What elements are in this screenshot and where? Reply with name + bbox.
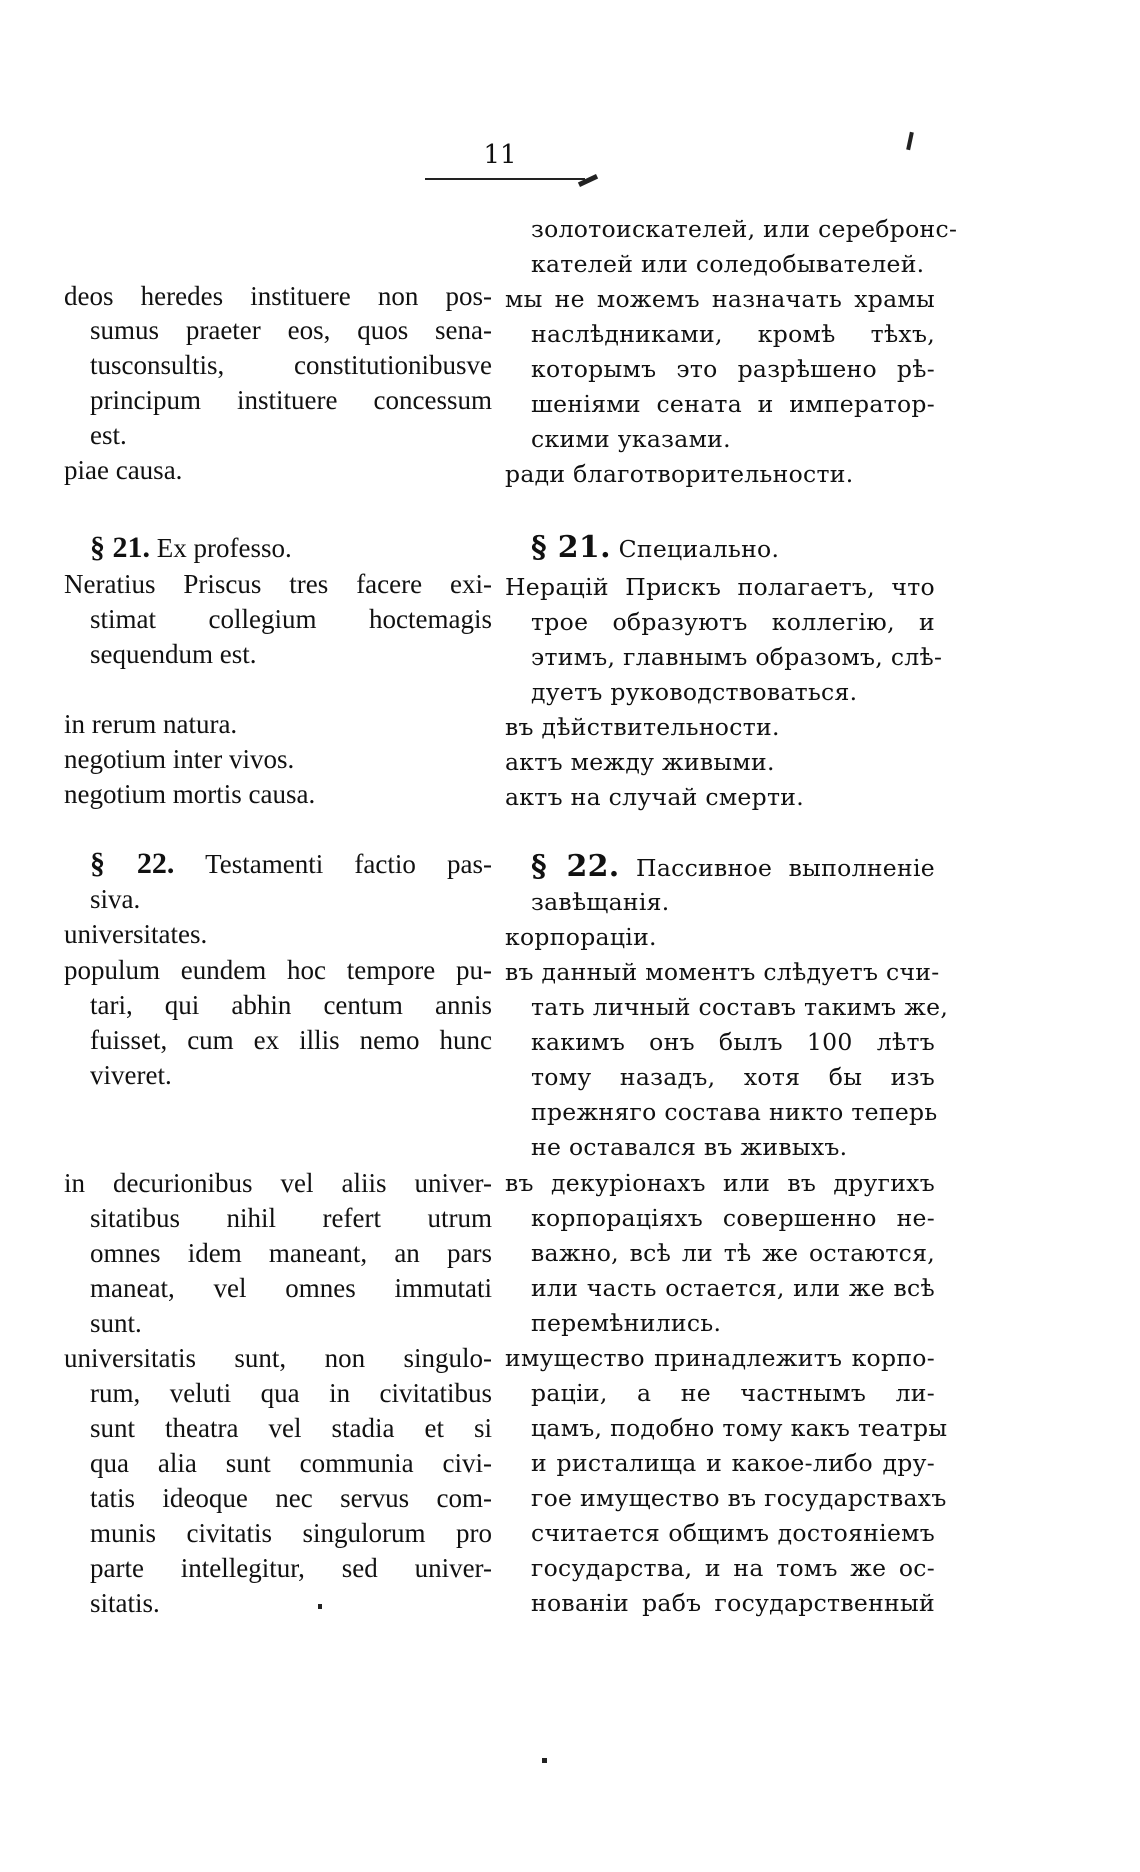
latin-line: negotium inter vivos. <box>64 744 295 774</box>
russian-line: и ристалища и какое-либо дру- <box>531 1449 935 1477</box>
russian-line: корпораціи. <box>505 923 657 951</box>
section-22-heading-latin <box>64 847 492 881</box>
print-speck <box>906 132 914 150</box>
latin-line: universitatis sunt, non singulo- <box>64 1343 492 1373</box>
russian-line: перемѣнились. <box>531 1309 722 1337</box>
section-title: Пассивное выполненіе <box>636 854 935 882</box>
russian-line: цамъ, подобно тому какъ театры <box>531 1414 948 1442</box>
russian-line: этимъ, главнымъ образомъ, слѣ- <box>531 643 943 671</box>
latin-line: maneat, vel omnes immutati <box>90 1273 492 1303</box>
russian-line: наслѣдниками, кромѣ тѣхъ, <box>531 320 935 348</box>
latin-line: sumus praeter eos, quos sena- <box>90 315 492 345</box>
russian-line: завѣщанія. <box>531 888 670 916</box>
latin-line: in decurionibus vel aliis univer- <box>64 1168 492 1198</box>
russian-line: считается общимъ достояніемъ <box>531 1519 935 1547</box>
page-number: 11 <box>483 140 517 170</box>
russian-line: актъ между живыми. <box>505 748 775 776</box>
latin-line: parte intellegitur, sed univer- <box>90 1553 492 1583</box>
latin-line: populum eundem hoc tempore pu- <box>64 955 492 985</box>
section-title: Ex professo. <box>156 533 292 563</box>
russian-line: государства, и на томъ же ос- <box>531 1554 935 1582</box>
latin-line: fuisset, cum ex illis nemo hunc <box>90 1025 492 1055</box>
russian-line: нованіи рабъ государственный <box>531 1589 935 1617</box>
russian-line: въ декуріонахъ или въ другихъ <box>505 1169 935 1197</box>
russian-line: Нерацій Прискъ полагаетъ, что <box>505 573 935 601</box>
section-number: § 21. <box>90 531 150 564</box>
russian-line: гое имущество въ государствахъ <box>531 1484 947 1512</box>
russian-line: тому назадъ, хотя бы изъ <box>531 1063 935 1091</box>
section-number: § 22. <box>531 849 620 884</box>
latin-line: tatis ideoque nec servus com- <box>90 1483 492 1513</box>
russian-line: какимъ онъ былъ 100 лѣтъ <box>531 1028 935 1056</box>
russian-line: въ данный моментъ слѣдуетъ счи- <box>505 958 940 986</box>
russian-line: дуетъ руководствоваться. <box>531 678 858 706</box>
latin-line: rum, veluti qua in civitatibus <box>90 1378 492 1408</box>
latin-line: omnes idem maneant, an pars <box>90 1238 492 1268</box>
russian-line: золотоискателей, или серебронс- <box>531 215 958 243</box>
russian-line: тать личный составъ такимъ же, <box>531 993 949 1021</box>
latin-line: sunt. <box>90 1308 142 1338</box>
latin-line: Neratius Priscus tres facere exi- <box>64 569 492 599</box>
latin-line: piae causa. <box>64 455 183 485</box>
latin-line: stimat collegium hoctemagis <box>90 604 492 634</box>
latin-line: tari, qui abhin centum annis <box>90 990 492 1020</box>
section-title: Специально. <box>618 535 780 563</box>
russian-line: шеніями сената и император- <box>531 390 935 418</box>
russian-line: трое образуютъ коллегію, и <box>531 608 935 636</box>
russian-line: прежняго состава никто теперь <box>531 1098 938 1126</box>
latin-line: sunt theatra vel stadia et si <box>90 1413 492 1443</box>
latin-line: qua alia sunt communia civi- <box>90 1448 492 1478</box>
section-22-heading-russian <box>505 850 935 885</box>
latin-line: tusconsultis, constitutionibusve <box>90 350 492 380</box>
print-speck <box>578 174 598 187</box>
latin-line: principum instituere concessum <box>90 385 492 415</box>
russian-line: или часть остается, или же всѣ <box>531 1274 935 1302</box>
latin-line: sitatis. <box>90 1588 160 1618</box>
latin-line: sitatibus nihil refert utrum <box>90 1203 492 1233</box>
print-speck <box>318 1604 322 1609</box>
russian-line: корпораціяхъ совершенно не- <box>531 1204 935 1232</box>
russian-line: важно, всѣ ли тѣ же остаются, <box>531 1239 935 1267</box>
russian-line: которымъ это разрѣшено рѣ- <box>531 355 935 383</box>
latin-line: munis civitatis singulorum pro <box>90 1518 492 1548</box>
section-21-heading-latin <box>64 531 292 565</box>
russian-line: мы не можемъ назначать храмы <box>505 285 935 313</box>
russian-line: имущество принадлежитъ корпо- <box>505 1344 935 1372</box>
latin-line: negotium mortis causa. <box>64 779 316 809</box>
russian-line: въ дѣйствительности. <box>505 713 780 741</box>
header-rule <box>425 178 585 180</box>
print-speck <box>542 1758 547 1763</box>
latin-line: universitates. <box>64 919 208 949</box>
latin-line: est. <box>90 420 127 450</box>
latin-line: viveret. <box>90 1060 172 1090</box>
latin-line: siva. <box>90 884 141 914</box>
latin-line: sequendum est. <box>90 639 257 669</box>
russian-line: ради благотворительности. <box>505 460 854 488</box>
section-number: § 21. <box>531 530 611 565</box>
section-21-heading-russian <box>505 531 779 566</box>
section-number: § 22. <box>90 847 175 880</box>
latin-line: deos heredes instituere non pos- <box>64 281 492 311</box>
section-title: Testamenti factio pas- <box>205 849 493 879</box>
russian-line: актъ на случай смерти. <box>505 783 804 811</box>
russian-line: раціи, а не частнымъ ли- <box>531 1379 935 1407</box>
russian-line: скими указами. <box>531 425 731 453</box>
russian-line: кателей или соледобывателей. <box>531 250 925 278</box>
russian-line: не оставался въ живыхъ. <box>531 1133 848 1161</box>
latin-line: in rerum natura. <box>64 709 238 739</box>
